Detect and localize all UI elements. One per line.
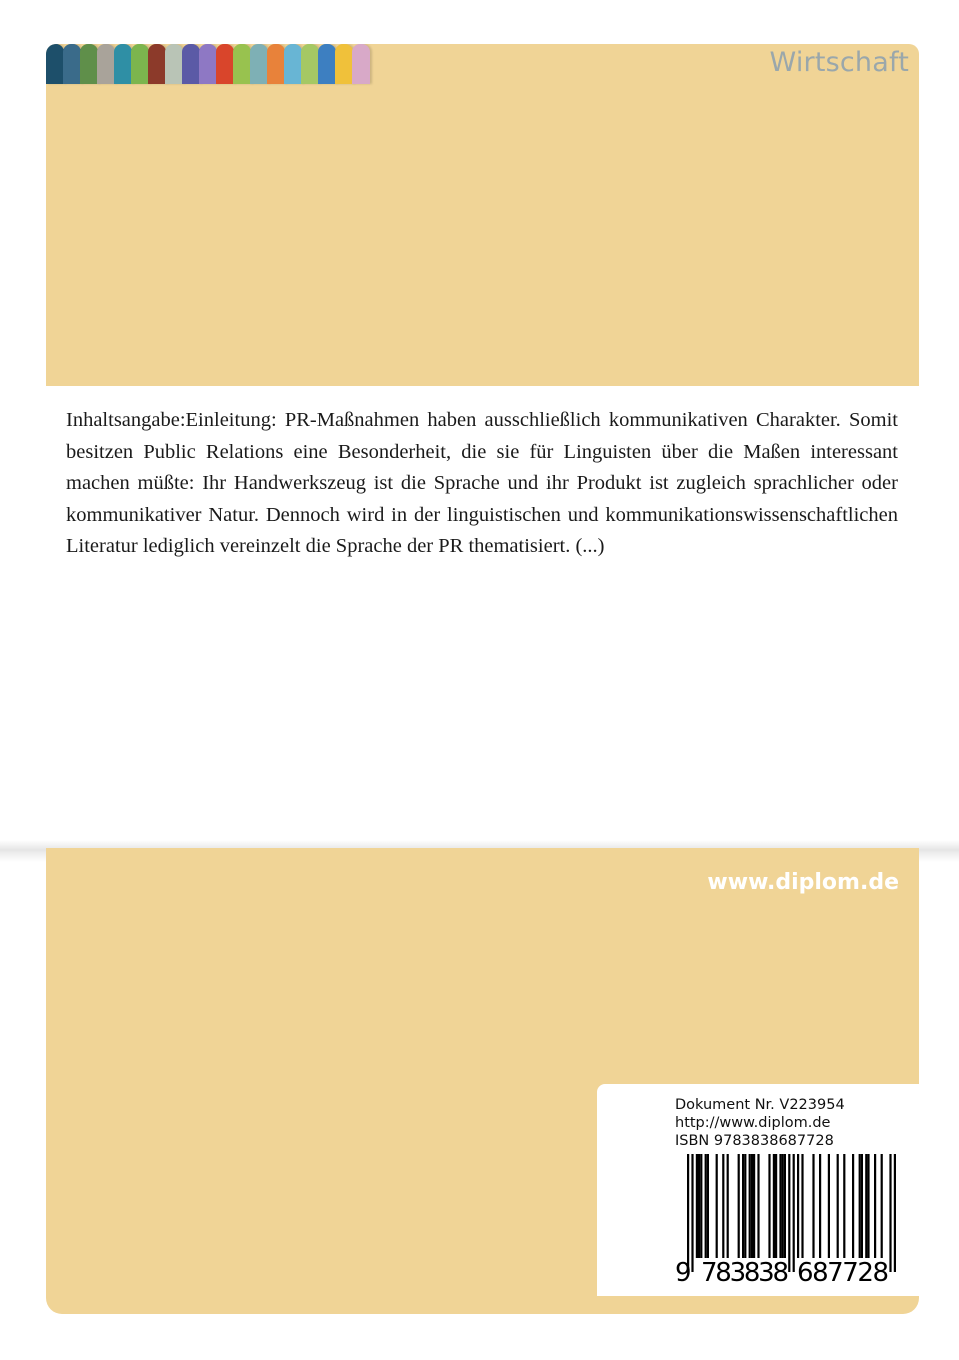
color-tab-strip: [46, 44, 369, 84]
barcode-bar: [797, 1154, 799, 1258]
barcode-bars: [687, 1154, 896, 1272]
barcode-bar: [867, 1154, 869, 1258]
barcode-bar: [751, 1154, 753, 1258]
barcode-bar: [727, 1154, 729, 1258]
barcode-bar: [801, 1154, 803, 1258]
barcode-bar: [894, 1154, 896, 1272]
barcode-bar: [837, 1154, 839, 1258]
barcode-bar: [744, 1154, 746, 1258]
barcode-bar: [889, 1154, 891, 1272]
barcode-bar: [843, 1154, 845, 1258]
website-label: www.diplom.de: [707, 870, 899, 895]
color-tab: [80, 44, 98, 84]
barcode-digit-group-right: 687728: [797, 1258, 889, 1286]
color-tab: [250, 44, 268, 84]
color-tab: [335, 44, 353, 84]
color-tab: [131, 44, 149, 84]
color-tab: [114, 44, 132, 84]
barcode-bar: [874, 1154, 876, 1258]
color-tab: [267, 44, 285, 84]
barcode-bar: [788, 1154, 790, 1272]
barcode-bar: [861, 1154, 863, 1258]
color-tab: [97, 44, 115, 84]
color-tab: [301, 44, 319, 84]
barcode-bar: [819, 1154, 821, 1258]
barcode-bar: [779, 1154, 781, 1258]
color-tab: [199, 44, 217, 84]
cover-top-panel: [46, 44, 919, 386]
barcode-bar: [812, 1154, 814, 1258]
barcode-bar: [793, 1154, 795, 1272]
color-tab: [284, 44, 302, 84]
document-url: http://www.diplom.de: [675, 1115, 831, 1131]
color-tab: [182, 44, 200, 84]
document-number: Dokument Nr. V223954: [675, 1097, 845, 1113]
color-tab: [352, 44, 370, 84]
barcode-image: [661, 1154, 901, 1286]
isbn-label: ISBN 9783838687728: [675, 1133, 834, 1149]
abstract-text: Inhaltsangabe:Einleitung: PR-Maßnahmen haben ausschließlich kommunikativen Charakter. Somit besitzen Public Relations eine Besonderheit, die sie für Linguisten über die Maßen interessant machen müßte: Ihr Handwerkszeug ist die Sprache und ihr Produkt ist zugleich sprachlicher oder kommunikativer Natur. Dennoch wird in der linguistischen und kommunikationswissenschaftlichen Literatur lediglich vereinzelt die Sprache der PR thematisiert. (...): [66, 409, 898, 558]
color-tab: [233, 44, 251, 84]
barcode-box: [597, 1084, 919, 1296]
barcode-bar: [782, 1154, 784, 1258]
barcode-digit-prefix: 9: [675, 1258, 692, 1286]
barcode-bar: [757, 1154, 759, 1258]
barcode-bar: [784, 1154, 786, 1258]
barcode-bar: [828, 1154, 830, 1258]
barcode-bar: [753, 1154, 755, 1258]
barcode-bar: [691, 1154, 693, 1272]
color-tab: [165, 44, 183, 84]
barcode-bar: [881, 1154, 883, 1258]
color-tab: [216, 44, 234, 84]
category-label: Wirtschaft: [769, 47, 909, 78]
barcode-bar: [768, 1154, 770, 1258]
barcode-bar: [738, 1154, 740, 1258]
barcode-bar: [696, 1154, 698, 1258]
barcode-bar: [775, 1154, 777, 1258]
barcode-bar: [852, 1154, 854, 1258]
barcode-bar: [700, 1154, 702, 1258]
color-tab: [63, 44, 81, 84]
barcode-bar: [687, 1154, 689, 1272]
barcode-digit-group-left: 783838: [701, 1258, 789, 1286]
color-tab: [46, 44, 64, 84]
barcode-bar: [705, 1154, 707, 1258]
barcode-bar: [742, 1154, 744, 1258]
barcode-bar: [859, 1154, 861, 1258]
barcode-bar: [722, 1154, 724, 1258]
barcode-bar: [749, 1154, 751, 1258]
color-tab: [318, 44, 336, 84]
barcode-bar: [865, 1154, 867, 1258]
barcode-bar: [698, 1154, 700, 1258]
barcode-bar: [716, 1154, 718, 1258]
barcode-bar: [773, 1154, 775, 1258]
barcode-bar: [707, 1154, 709, 1258]
color-tab: [148, 44, 166, 84]
